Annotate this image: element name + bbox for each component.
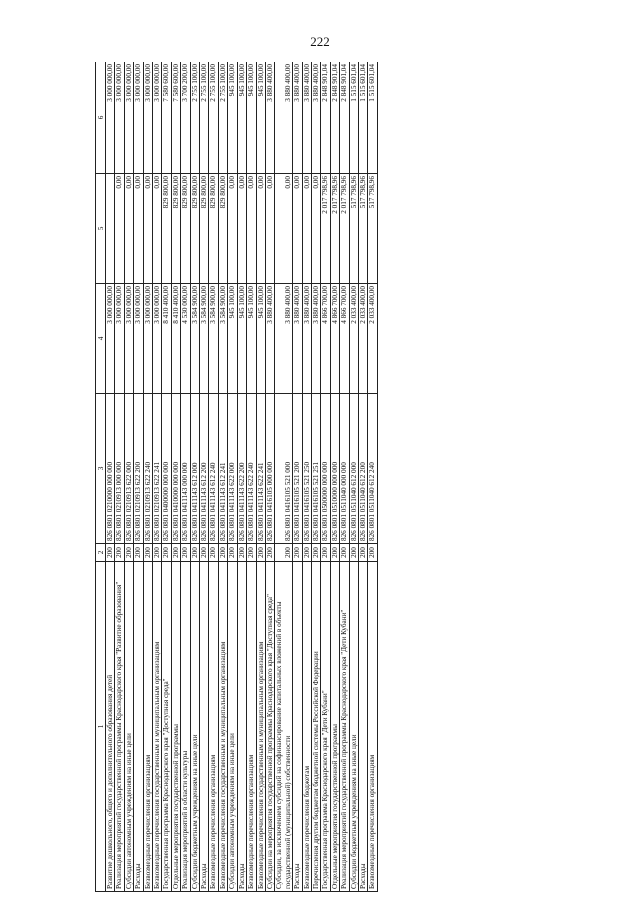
row-line-code: 200 xyxy=(218,544,227,562)
row-budget-code: 826 0801 0411143 612 000 xyxy=(190,394,199,544)
row-executed: 829 800,00 xyxy=(171,174,180,284)
row-budget-code: 826 0801 0416105 521 000 xyxy=(275,394,293,544)
row-remaining: 1 515 601,04 xyxy=(368,62,377,174)
row-approved: 3 000 000,00 xyxy=(115,284,124,394)
row-description: Безвозмездные перечисления организациям xyxy=(368,562,377,892)
row-budget-code: 826 0801 0411143 622 000 xyxy=(228,394,237,544)
table-row xyxy=(256,62,265,892)
row-budget-code: 826 0801 0511040 612 200 xyxy=(358,394,367,544)
row-budget-code: 826 0801 0500000 000 000 xyxy=(321,394,330,544)
row-budget-code: 826 0801 0416105 521 200 xyxy=(293,394,302,544)
row-description: Расходы xyxy=(237,562,246,892)
row-description: Расходы xyxy=(358,562,367,892)
table-row xyxy=(153,62,162,892)
row-line-code: 200 xyxy=(171,544,180,562)
row-executed: 829 800,00 xyxy=(181,174,190,284)
row-budget-code: 826 0801 0411143 622 240 xyxy=(247,394,256,544)
table-row xyxy=(311,62,320,892)
row-approved: 2 033 400,00 xyxy=(349,284,358,394)
row-remaining: 3 000 000,00 xyxy=(153,62,162,174)
row-approved: 4 866 700,00 xyxy=(330,284,339,394)
table-row xyxy=(265,62,274,892)
row-budget-code: 826 0801 0416105 521 250 xyxy=(302,394,311,544)
table-row xyxy=(143,62,152,892)
row-approved: 3 584 900,00 xyxy=(218,284,227,394)
row-remaining: 2 755 100,00 xyxy=(218,62,227,174)
table-row xyxy=(171,62,180,892)
row-remaining: 3 000 000,00 xyxy=(115,62,124,174)
table-row xyxy=(200,62,209,892)
row-line-code: 200 xyxy=(143,544,152,562)
row-budget-code: 826 0801 0511040 612 240 xyxy=(368,394,377,544)
row-approved: 3 880 400,00 xyxy=(275,284,293,394)
row-budget-code: 826 0801 0510000 000 000 xyxy=(330,394,339,544)
row-approved: 4 866 700,00 xyxy=(340,284,349,394)
table-row xyxy=(181,62,190,892)
row-executed: 0,00 xyxy=(134,174,143,284)
table-row xyxy=(228,62,237,892)
row-line-code: 200 xyxy=(368,544,377,562)
row-approved: 4 866 700,00 xyxy=(321,284,330,394)
row-description: Реализация мероприятий государственной программы Краснодарского края "Дети Кубани" xyxy=(340,562,349,892)
row-remaining: 3 000 000,00 xyxy=(134,62,143,174)
row-line-code: 200 xyxy=(162,544,171,562)
row-remaining: 2 755 100,00 xyxy=(200,62,209,174)
row-budget-code: 826 0801 0416105 000 000 xyxy=(265,394,274,544)
row-executed: 517 798,96 xyxy=(368,174,377,284)
row-remaining: 3 880 400,00 xyxy=(302,62,311,174)
table-row xyxy=(209,62,218,892)
row-approved: 945 100,00 xyxy=(256,284,265,394)
row-approved: 3 000 000,00 xyxy=(106,284,115,394)
row-remaining: 3 880 400,00 xyxy=(311,62,320,174)
row-approved: 945 100,00 xyxy=(228,284,237,394)
row-executed: 0,00 xyxy=(143,174,152,284)
row-budget-code: 826 0801 0411143 612 240 xyxy=(209,394,218,544)
row-budget-code: 826 0801 0511040 612 000 xyxy=(349,394,358,544)
row-executed: 2 017 798,96 xyxy=(321,174,330,284)
row-budget-code: 826 0801 0210913 622 200 xyxy=(134,394,143,544)
row-remaining: 945 100,00 xyxy=(228,62,237,174)
row-remaining: 2 848 901,04 xyxy=(330,62,339,174)
row-remaining: 945 100,00 xyxy=(256,62,265,174)
table-row xyxy=(340,62,349,892)
row-executed: 0,00 xyxy=(124,174,133,284)
row-line-code: 200 xyxy=(349,544,358,562)
row-description: Отдельные мероприятия государственной программы xyxy=(171,562,180,892)
row-line-code: 200 xyxy=(265,544,274,562)
row-line-code: 200 xyxy=(200,544,209,562)
row-remaining: 3 880 400,00 xyxy=(275,62,293,174)
row-description: Расходы xyxy=(134,562,143,892)
row-description: Безвозмездные перечисления организациям xyxy=(143,562,152,892)
row-description: Реализация мероприятий государственной программы Краснодарского края "Развитие образования" xyxy=(115,562,124,892)
row-executed: 0,00 xyxy=(237,174,246,284)
row-budget-code: 826 0801 0411143 622 200 xyxy=(237,394,246,544)
row-budget-code: 826 0801 0411143 612 241 xyxy=(218,394,227,544)
row-remaining: 3 000 000,00 xyxy=(106,62,115,174)
row-description: Расходы xyxy=(293,562,302,892)
row-description: Государственная программа Краснодарского края "Дети Кубани" xyxy=(321,562,330,892)
row-description: Отдельные мероприятия государственной программы xyxy=(330,562,339,892)
row-line-code: 200 xyxy=(293,544,302,562)
row-description: Безвозмездные перечисления государственным и муниципальным организациям xyxy=(153,562,162,892)
row-executed: 517 798,96 xyxy=(349,174,358,284)
row-description: Перечисления другим бюджетам бюджетной системы Российской Федерации xyxy=(311,562,320,892)
row-executed: 829 800,00 xyxy=(200,174,209,284)
row-executed xyxy=(106,174,115,284)
row-line-code: 200 xyxy=(330,544,339,562)
row-remaining: 7 580 600,00 xyxy=(162,62,171,174)
row-executed: 0,00 xyxy=(256,174,265,284)
row-line-code: 200 xyxy=(340,544,349,562)
row-executed: 2 017 798,96 xyxy=(340,174,349,284)
row-description: Государственная программа Краснодарского края "Доступная среда" xyxy=(162,562,171,892)
row-approved: 945 100,00 xyxy=(247,284,256,394)
table-row xyxy=(293,62,302,892)
row-description: Субсидии бюджетным учреждениям на иные цели xyxy=(349,562,358,892)
row-approved: 3 880 400,00 xyxy=(302,284,311,394)
row-approved: 8 410 400,00 xyxy=(162,284,171,394)
table-row xyxy=(162,62,171,892)
rotated-table-frame xyxy=(95,62,569,892)
header-cell: 3 xyxy=(96,394,106,544)
row-executed: 0,00 xyxy=(302,174,311,284)
row-line-code: 200 xyxy=(115,544,124,562)
row-executed: 0,00 xyxy=(247,174,256,284)
row-approved: 3 000 000,00 xyxy=(153,284,162,394)
row-approved: 3 880 400,00 xyxy=(265,284,274,394)
row-executed: 0,00 xyxy=(275,174,293,284)
row-approved: 8 410 400,00 xyxy=(171,284,180,394)
row-budget-code: 826 0801 0411143 622 241 xyxy=(256,394,265,544)
row-line-code: 200 xyxy=(247,544,256,562)
row-line-code: 200 xyxy=(181,544,190,562)
row-description: Безвозмездные перечисления государственным и муниципальным организациям xyxy=(218,562,227,892)
row-budget-code: 826 0801 0210000 000 000 xyxy=(106,394,115,544)
row-line-code: 200 xyxy=(358,544,367,562)
row-line-code: 200 xyxy=(209,544,218,562)
table-row xyxy=(106,62,115,892)
table-row xyxy=(275,62,293,892)
row-approved: 2 033 400,00 xyxy=(368,284,377,394)
row-description: Безвозмездные перечисления государственным и муниципальным организациям xyxy=(256,562,265,892)
row-description: Субсидии автономным учреждениям на иные цели xyxy=(124,562,133,892)
row-executed: 2 017 798,96 xyxy=(330,174,339,284)
row-executed: 0,00 xyxy=(115,174,124,284)
row-executed: 517 798,96 xyxy=(358,174,367,284)
row-budget-code: 826 0801 0411143 612 200 xyxy=(200,394,209,544)
row-line-code: 200 xyxy=(311,544,320,562)
table-row xyxy=(190,62,199,892)
row-line-code: 200 xyxy=(134,544,143,562)
row-line-code: 200 xyxy=(153,544,162,562)
header-cell: 6 xyxy=(96,62,106,174)
row-description: Субсидии бюджетным учреждениям на иные цели xyxy=(190,562,199,892)
table-header-row xyxy=(96,62,106,892)
row-description: Субсидии, за исключением субсидий на софинансирование капитальных вложений в объекты государственной (муниципальной) собственности xyxy=(275,562,293,892)
table-row xyxy=(134,62,143,892)
row-budget-code: 826 0801 0210913 622 240 xyxy=(143,394,152,544)
row-description: Развитие дошкольного, общего и дополнительного образования детей xyxy=(106,562,115,892)
row-approved: 3 000 000,00 xyxy=(124,284,133,394)
header-cell: 4 xyxy=(96,284,106,394)
row-executed: 829 800,00 xyxy=(162,174,171,284)
row-budget-code: 826 0801 0400000 000 000 xyxy=(162,394,171,544)
row-remaining: 2 755 100,00 xyxy=(190,62,199,174)
row-executed: 0,00 xyxy=(228,174,237,284)
row-approved: 3 000 000,00 xyxy=(134,284,143,394)
row-budget-code: 826 0801 0210913 622 000 xyxy=(124,394,133,544)
row-remaining: 3 000 000,00 xyxy=(143,62,152,174)
row-description: Расходы xyxy=(200,562,209,892)
row-budget-code: 826 0801 0210913 622 241 xyxy=(153,394,162,544)
row-description: Реализация мероприятий в области культуры xyxy=(181,562,190,892)
row-approved: 3 584 900,00 xyxy=(200,284,209,394)
row-budget-code: 826 0801 0410000 000 000 xyxy=(171,394,180,544)
table-row xyxy=(218,62,227,892)
row-approved: 3 584 900,00 xyxy=(209,284,218,394)
row-executed: 829 800,00 xyxy=(209,174,218,284)
row-approved: 3 000 000,00 xyxy=(143,284,152,394)
page-number: 222 xyxy=(310,34,330,49)
table-body xyxy=(106,62,378,892)
budget-table xyxy=(95,62,378,892)
row-description: Безвозмездные перечисления бюджетам xyxy=(302,562,311,892)
row-line-code: 200 xyxy=(124,544,133,562)
row-budget-code: 826 0801 0511040 000 000 xyxy=(340,394,349,544)
header-cell: 1 xyxy=(96,562,106,892)
header-cell: 5 xyxy=(96,174,106,284)
row-description: Безвозмездные перечисления организациям xyxy=(247,562,256,892)
row-executed: 0,00 xyxy=(153,174,162,284)
row-executed: 829 800,00 xyxy=(190,174,199,284)
row-remaining: 3 700 200,00 xyxy=(181,62,190,174)
row-description: Безвозмездные перечисления организациям xyxy=(209,562,218,892)
row-approved: 3 880 400,00 xyxy=(311,284,320,394)
row-remaining: 945 100,00 xyxy=(237,62,246,174)
row-remaining: 3 880 400,00 xyxy=(265,62,274,174)
table-row xyxy=(247,62,256,892)
table-row xyxy=(237,62,246,892)
row-executed: 0,00 xyxy=(293,174,302,284)
row-approved: 4 530 000,00 xyxy=(181,284,190,394)
row-remaining: 3 880 400,00 xyxy=(293,62,302,174)
row-approved: 3 584 900,00 xyxy=(190,284,199,394)
row-executed: 0,00 xyxy=(265,174,274,284)
table-row xyxy=(321,62,330,892)
row-description: Субсидии на мероприятия государственной программы Краснодарского края "Доступная среда" xyxy=(265,562,274,892)
row-budget-code: 826 0801 0416105 521 251 xyxy=(311,394,320,544)
table-row xyxy=(368,62,377,892)
row-description: Субсидии автономным учреждениям на иные цели xyxy=(228,562,237,892)
row-approved: 945 100,00 xyxy=(237,284,246,394)
row-remaining: 2 848 901,04 xyxy=(321,62,330,174)
row-executed: 829 800,00 xyxy=(218,174,227,284)
row-remaining: 2 755 100,00 xyxy=(209,62,218,174)
row-remaining: 2 848 901,04 xyxy=(340,62,349,174)
table-row xyxy=(349,62,358,892)
row-line-code: 200 xyxy=(228,544,237,562)
row-line-code: 200 xyxy=(237,544,246,562)
row-line-code: 200 xyxy=(190,544,199,562)
row-approved: 3 880 400,00 xyxy=(293,284,302,394)
row-executed: 0,00 xyxy=(311,174,320,284)
table-row xyxy=(115,62,124,892)
row-remaining: 945 100,00 xyxy=(247,62,256,174)
row-budget-code: 826 0801 0210913 000 000 xyxy=(115,394,124,544)
table-container xyxy=(95,62,569,892)
row-line-code: 200 xyxy=(302,544,311,562)
row-line-code: 200 xyxy=(106,544,115,562)
table-row xyxy=(302,62,311,892)
row-budget-code: 826 0801 0411143 000 000 xyxy=(181,394,190,544)
table-row xyxy=(358,62,367,892)
row-remaining: 1 515 601,04 xyxy=(349,62,358,174)
row-line-code: 200 xyxy=(321,544,330,562)
table-row xyxy=(330,62,339,892)
row-approved: 2 033 400,00 xyxy=(358,284,367,394)
row-line-code: 200 xyxy=(256,544,265,562)
table-row xyxy=(124,62,133,892)
row-remaining: 1 515 601,04 xyxy=(358,62,367,174)
row-remaining: 7 580 600,00 xyxy=(171,62,180,174)
row-remaining: 3 000 000,00 xyxy=(124,62,133,174)
row-line-code: 200 xyxy=(275,544,293,562)
header-cell: 2 xyxy=(96,544,106,562)
